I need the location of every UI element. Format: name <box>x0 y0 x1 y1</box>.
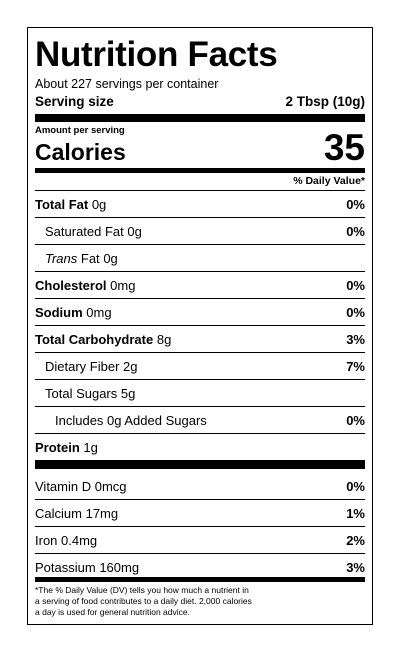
nutrient-name: Saturated Fat <box>45 223 124 239</box>
nutrient-amount: 5g <box>120 385 136 401</box>
label-inner <box>35 28 365 624</box>
vitamin-row-potassium <box>35 553 365 580</box>
nutrient-name: Dietary Fiber <box>45 358 120 374</box>
nutrient-name: Cholesterol <box>35 277 107 293</box>
nutrient-dv: 0% <box>346 277 365 293</box>
nutrient-name: Total Fat <box>35 196 89 212</box>
label-title: Nutrition Facts <box>35 35 278 74</box>
daily-value-header: % Daily Value* <box>293 175 365 187</box>
nutrient-dv: 0% <box>346 412 365 428</box>
nutrient-amount: 0mg <box>110 277 136 293</box>
thick-divider-top <box>35 114 365 122</box>
vitamin-dv: 2% <box>346 532 365 548</box>
vitamin-amount: 160mg <box>99 559 140 575</box>
vitamin-name: Vitamin D <box>35 478 92 494</box>
vitamin-dv: 0% <box>346 478 365 494</box>
nutrient-name: Fat <box>80 250 100 266</box>
nutrient-amount: 0mg <box>86 304 112 320</box>
nutrient-row-total-carbohydrate <box>35 325 365 352</box>
nutrient-name: Includes 0g Added Sugars <box>55 412 207 428</box>
amount-per-serving: Amount per serving <box>35 125 125 136</box>
serving-size-label: Serving size <box>35 94 114 109</box>
medium-divider-footnote <box>35 577 365 582</box>
calories-value: 35 <box>323 127 365 168</box>
medium-divider-calories <box>35 168 365 173</box>
nutrient-name: Protein <box>35 439 80 455</box>
nutrient-amount: 2g <box>123 358 138 374</box>
nutrient-amount: 0g <box>91 196 107 212</box>
vitamin-row-vitamin-d <box>35 473 365 499</box>
vitamin-row-calcium <box>35 499 365 526</box>
nutrient-row-protein <box>35 433 365 460</box>
vitamin-name: Calcium <box>35 505 82 521</box>
nutrient-row-added-sugars <box>35 406 365 433</box>
nutrient-name: Total Sugars <box>45 385 118 401</box>
serving-size-value: 2 Tbsp (10g) <box>285 94 365 109</box>
calories-label: Calories <box>35 139 126 165</box>
nutrient-dv: 7% <box>346 358 365 374</box>
nutrient-amount: 1g <box>83 439 98 455</box>
vitamin-dv: 3% <box>346 559 365 575</box>
nutrient-amount: 0g <box>103 250 118 266</box>
nutrient-amount: 0g <box>127 223 142 239</box>
serving-size-row <box>35 93 365 111</box>
nutrient-list <box>35 190 365 460</box>
vitamin-row-iron <box>35 526 365 553</box>
vitamin-name: Potassium <box>35 559 96 575</box>
nutrient-name: Total Carbohydrate <box>35 331 154 347</box>
vitamin-name: Iron <box>35 532 58 548</box>
nutrient-amount: 8g <box>156 331 172 347</box>
nutrient-row-sodium <box>35 298 365 325</box>
vitamin-amount: 0mcg <box>94 478 127 494</box>
nutrient-row-trans-fat <box>35 244 365 271</box>
nutrient-dv: 3% <box>346 331 365 347</box>
servings-per-container: About 227 servings per container <box>35 77 219 91</box>
nutrition-facts-label <box>27 27 373 625</box>
vitamin-dv: 1% <box>346 505 365 521</box>
nutrient-name: Sodium <box>35 304 83 320</box>
nutrient-row-saturated-fat <box>35 217 365 244</box>
daily-value-footnote: *The % Daily Value (DV) tells you how much a nutrient in a serving of food contributes to a daily diet. 2,000 calories a day is used for general nutrition advice. <box>35 585 252 617</box>
nutrient-name-italic: Trans <box>45 250 78 266</box>
nutrient-row-cholesterol <box>35 271 365 298</box>
vitamin-amount: 0.4mg <box>61 532 98 548</box>
nutrient-dv: 0% <box>346 304 365 320</box>
nutrient-dv: 0% <box>346 196 365 212</box>
nutrient-row-total-sugars <box>35 379 365 406</box>
vitamin-amount: 17mg <box>85 505 119 521</box>
nutrient-dv: 0% <box>346 223 365 239</box>
nutrient-row-total-fat <box>35 190 365 217</box>
nutrient-row-dietary-fiber <box>35 352 365 379</box>
thick-divider-vitamins <box>35 460 365 469</box>
calories-row <box>35 128 365 168</box>
vitamin-list <box>35 473 365 580</box>
